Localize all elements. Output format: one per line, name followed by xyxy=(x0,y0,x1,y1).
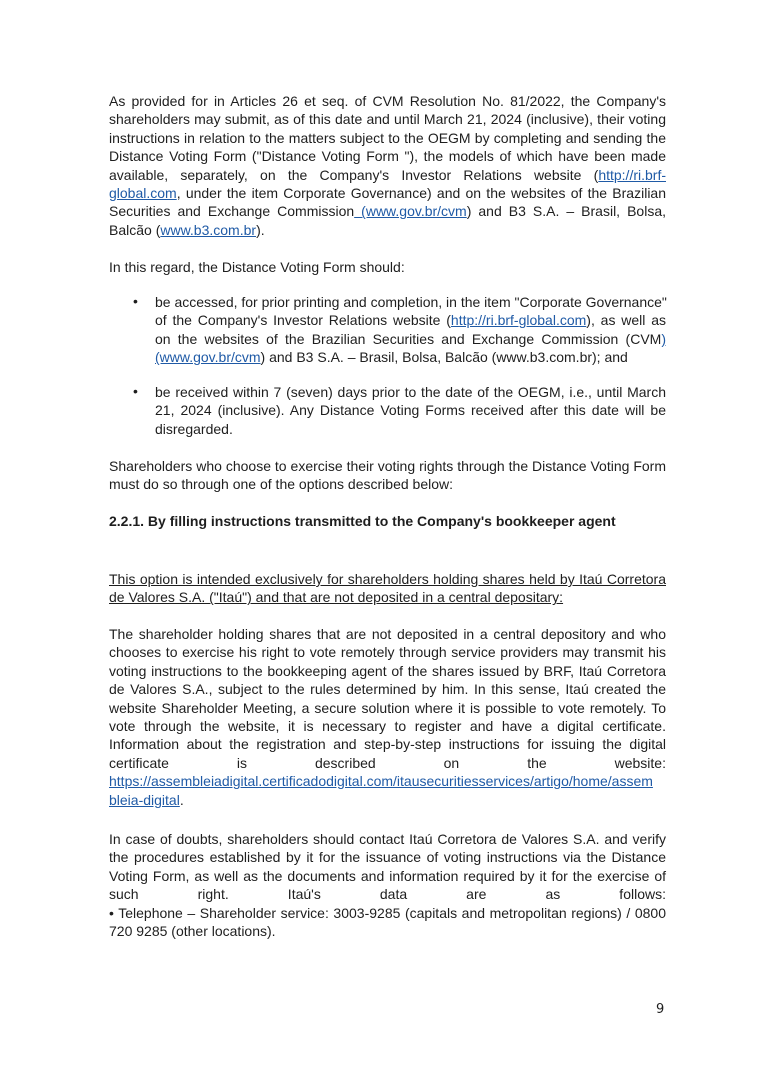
hyperlink[interactable]: www.b3.com.br xyxy=(160,221,257,238)
text-line: 720 9285 (other locations). xyxy=(109,922,276,939)
hyperlink[interactable]: (www.gov.br/cvm xyxy=(155,349,261,366)
text-line: disregarded. xyxy=(155,420,233,437)
page-number: 9 xyxy=(656,1002,665,1017)
paragraph-cvm-resolution xyxy=(109,92,666,239)
text-line: bleia-digital. xyxy=(109,791,184,808)
text-line: instructions in relation to the matters subject to the OEGM by completing and sending the xyxy=(109,129,666,146)
paragraph-option-scope xyxy=(109,570,666,607)
bullet-accessed xyxy=(133,293,667,367)
bullet-received xyxy=(133,383,666,438)
text-line: Balcão (www.b3.com.br). xyxy=(109,221,265,238)
paragraph-doubts xyxy=(109,830,666,940)
text-line: chooses to exercise his right to vote remotely through service providers may transmit his xyxy=(109,644,666,661)
hyperlink[interactable]: https://assembleiadigital.certificadodigital.com/itausecuritiesservices/artigo/home/assem xyxy=(109,773,653,790)
text-line: In this regard, the Distance Voting Form should: xyxy=(109,259,405,275)
text-line: on the websites of the Brazilian Securities and Exchange Commission (CVM) xyxy=(155,330,666,347)
text-line: 21, 2024 (inclusive). Any Distance Voting Forms received after this date will be xyxy=(155,402,666,419)
text-line: • Telephone – Shareholder service: 3003-9285 (capitals and metropolitan regions) / 0800 xyxy=(109,904,666,921)
paragraph-remote-voting xyxy=(109,625,666,809)
section-heading xyxy=(109,512,666,530)
text-line: such right. Itaú's data are as follows: xyxy=(109,886,666,903)
text-line: Voting Form, as well as the documents and information required by it for the exercise of xyxy=(109,867,666,884)
text-line: voting instructions to the bookkeeping agent of the shares issued by BRF, Itaú Corretora xyxy=(109,662,666,679)
bullet-icon: • xyxy=(133,383,138,399)
paragraph-options xyxy=(109,457,666,494)
text-line xyxy=(109,772,666,790)
text-line: As provided for in Articles 26 et seq. of CVM Resolution No. 81/2022, the Company's xyxy=(109,93,666,109)
text-line: Shareholders who choose to exercise their voting rights through the Distance Voting Form xyxy=(109,458,666,474)
paragraph-in-this-regard xyxy=(109,258,666,276)
hyperlink[interactable]: ) xyxy=(661,330,666,347)
text-line: be accessed, for prior printing and completion, in the item "Corporate Governance" xyxy=(155,294,667,310)
bullet-icon: • xyxy=(133,293,138,309)
text-line: This option is intended exclusively for shareholders holding shares held by Itaú Corretora xyxy=(109,571,666,587)
hyperlink[interactable]: bleia-digital xyxy=(109,791,180,808)
hyperlink[interactable]: (www.gov.br/cvm xyxy=(354,203,467,220)
text-line: Information about the registration and step-by-step instructions for issuing the digital xyxy=(109,736,666,753)
text-line: (www.gov.br/cvm) and B3 S.A. – Brasil, Bolsa, Balcão (www.b3.com.br); and xyxy=(155,349,628,366)
text-line: The shareholder holding shares that are not deposited in a central depository and who xyxy=(109,626,666,642)
text-line: 2.2.1. By filling instructions transmitted to the Company's bookkeeper agent xyxy=(109,513,616,529)
text-line: website Shareholder Meeting, a secure solution where it is possible to vote remotely. To xyxy=(109,699,666,716)
hyperlink[interactable]: global.com xyxy=(109,184,177,201)
text-line: certificate is described on the website: xyxy=(109,754,666,771)
text-line: Distance Voting Form ("Distance Voting Form "), the models of which have been made xyxy=(109,148,666,165)
text-line: global.com, under the item Corporate Governance) and on the websites of the Brazilian xyxy=(109,184,666,201)
text-line: In case of doubts, shareholders should contact Itaú Corretora de Valores S.A. and verify xyxy=(109,831,666,847)
hyperlink[interactable]: http://ri.brf- xyxy=(598,166,666,183)
text-line: available, separately, on the Company's Investor Relations website (http://ri.brf- xyxy=(109,166,666,183)
text-line: de Valores S.A. ("Itaú") and that are not deposited in a central depositary: xyxy=(109,589,564,606)
text-line: Securities and Exchange Commission (www.gov.br/cvm) and B3 S.A. – Brasil, Bolsa, xyxy=(109,203,666,220)
text-line: must do so through one of the options described below: xyxy=(109,476,453,493)
text-line: shareholders may submit, as of this date and until March 21, 2024 (inclusive), their voting xyxy=(109,111,666,128)
hyperlink[interactable]: http://ri.brf-global.com xyxy=(450,312,587,329)
text-line: of the Company's Investor Relations website (http://ri.brf-global.com), as well as xyxy=(155,312,666,329)
text-line: vote through the website, it is necessary to register and have a digital certificate. xyxy=(109,717,666,734)
text-line: be received within 7 (seven) days prior to the date of the OEGM, i.e., until March xyxy=(155,384,666,400)
text-line: de Valores S.A., subject to the rules determined by him. In this sense, Itaú created the xyxy=(109,681,666,698)
text-line: the procedures established by it for the issuance of voting instructions via the Distance xyxy=(109,849,666,866)
